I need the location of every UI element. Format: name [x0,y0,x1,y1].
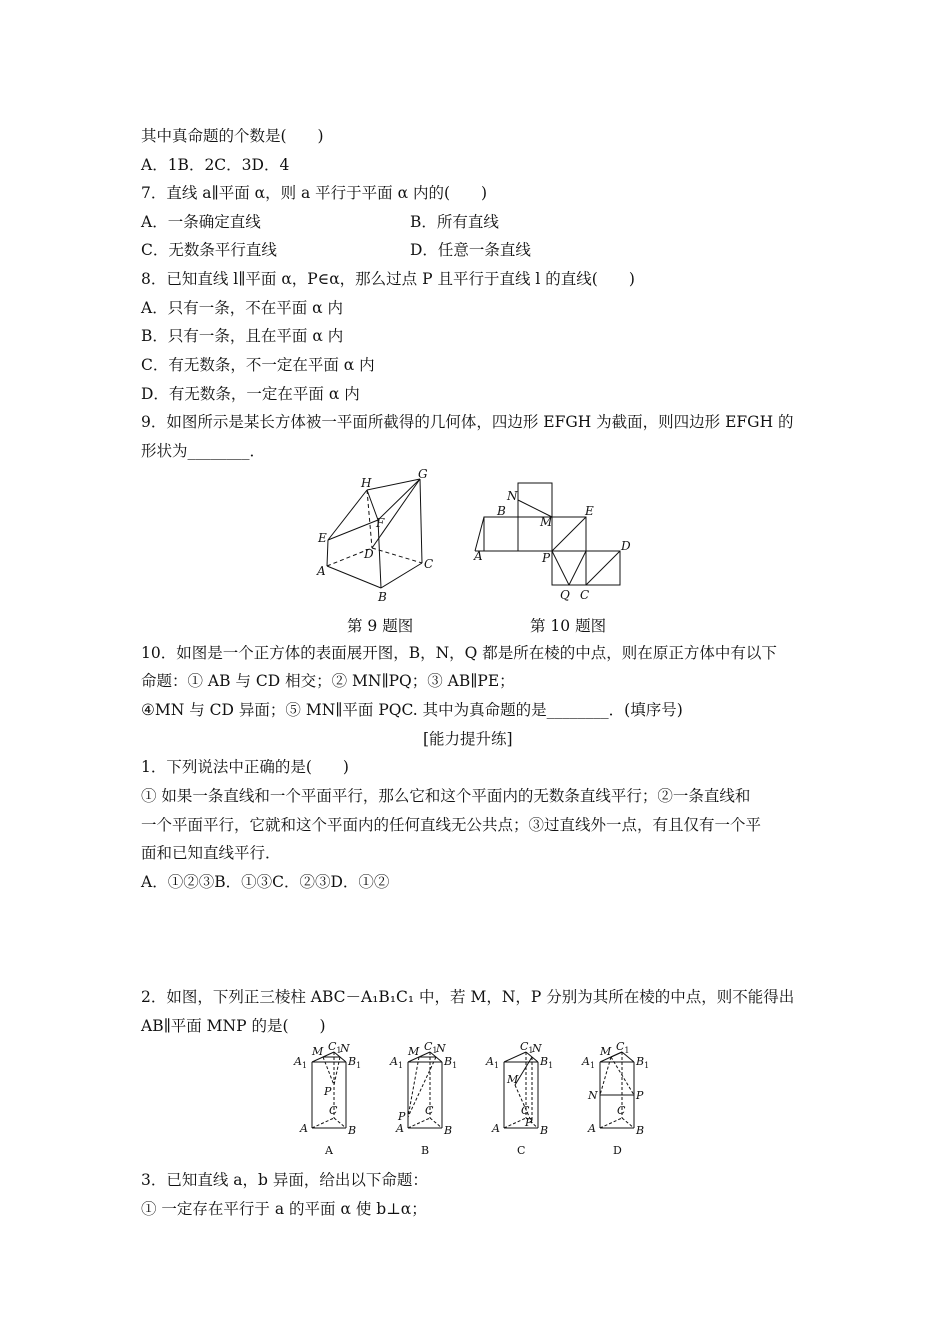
label-P: P [636,1089,644,1102]
problem-1-options: A．①②③B．①③C．②③D．①② [141,873,390,891]
label-C: C [521,1104,530,1117]
label-D: D [621,539,631,553]
label-C1: $C_1$ [328,1040,342,1055]
label-M: M [408,1045,420,1058]
label-E: E [318,531,327,545]
label-B: B [378,590,387,603]
question-10-line1: 10．如图是一个正方体的表面展开图，B，N，Q 都是所在棱的中点，则在原正方体中有以下 [141,644,777,662]
label-N: N [340,1042,350,1055]
prism-caption-b: B [421,1144,430,1157]
label-B1: $B_1$ [636,1055,650,1070]
label-Q: Q [560,588,570,602]
prism-caption-d: D [613,1144,622,1157]
caption-fig9: 第 9 题图 [347,617,414,635]
text-line: 其中真命题的个数是( ) [141,127,324,145]
label-A1: $A_1$ [390,1055,404,1070]
problem-1-text3: 面和已知直线平行． [141,844,281,862]
prism-caption-c: C [517,1144,526,1157]
label-P: P [324,1085,332,1098]
problem-1: 1．下列说法中正确的是( ) [141,758,349,776]
problem-1-text1: ① 如果一条直线和一个平面平行，那么它和这个平面内的无数条直线平行；②一条直线和 [141,787,751,805]
label-B: B [444,1124,453,1137]
problem-3: 3．已知直线 a，b 异面，给出以下命题： [141,1171,428,1189]
label-M: M [540,515,553,529]
label-C: C [425,1104,434,1117]
label-C1: $C_1$ [616,1040,630,1055]
label-A1: $A_1$ [582,1055,596,1070]
question-7: 7．直线 a∥平面 α，则 a 平行于平面 α 内的( ) [141,184,488,202]
problem-2-line1: 2．如图，下列正三棱柱 ABC－A₁B₁C₁ 中，若 M，N，P 分别为其所在棱的中点，则不能得出 [141,988,795,1006]
label-A1: $A_1$ [486,1055,500,1070]
label-B: B [636,1124,645,1137]
label-C1: $C_1$ [520,1040,534,1055]
q7-option-a: A．一条确定直线 [141,213,261,231]
q7-option-d: D．任意一条直线 [410,241,531,259]
label-C: C [580,588,590,602]
prism-a [293,1040,361,1137]
q7-option-c: C．无数条平行直线 [141,241,277,259]
problem-1-text2: 一个平面平行，它就和这个平面内的任何直线无公共点；③过直线外一点，有且仅有一个平 [141,816,762,834]
label-A: A [492,1122,500,1135]
label-A1: $A_1$ [294,1055,308,1070]
label-C: C [424,557,434,571]
label-B: B [540,1124,549,1137]
label-A: A [396,1122,404,1135]
label-P: P [542,551,551,565]
label-B1: $B_1$ [540,1055,554,1070]
label-M: M [600,1045,612,1058]
label-N: N [588,1089,598,1102]
options-line: A．1B．2C．3D．4 [141,156,290,174]
question-9-line2: 形状为________． [141,442,266,460]
caption-fig10: 第 10 题图 [530,617,607,635]
label-B1: $B_1$ [348,1055,362,1070]
q8-option-c: C．有无数条，不一定在平面 α 内 [141,356,375,374]
label-H: H [361,476,372,490]
label-C: C [329,1104,338,1117]
question-10-line3: ④MN 与 CD 异面；⑤ MN∥平面 PQC. 其中为真命题的是________．(填序号) [141,701,683,719]
prism-d [581,1040,649,1137]
q8-option-b: B．只有一条，且在平面 α 内 [141,327,344,345]
q7-option-b: B．所有直线 [410,213,499,231]
label-M: M [312,1045,324,1058]
label-B1: $B_1$ [444,1055,458,1070]
label-N: N [436,1042,446,1055]
label-P: P [398,1110,406,1123]
question-9-line1: 9．如图所示是某长方体被一平面所截得的几何体，四边形 EFGH 为截面，则四边形 EFGH 的 [141,413,794,431]
section-title: [能力提升练] [423,730,513,748]
edge [367,479,420,490]
label-M: M [507,1073,519,1086]
q8-option-a: A．只有一条，不在平面 α 内 [141,299,344,317]
q8-option-d: D．有无数条，一定在平面 α 内 [141,385,360,403]
figure-10 [470,478,640,603]
label-A: A [474,549,483,563]
label-E: E [585,504,594,518]
problem-2-line2: AB∥平面 MNP 的是( ) [141,1017,326,1035]
prism-b [389,1040,457,1137]
label-N: N [507,489,518,503]
figure-9 [310,468,440,603]
problem-3-item1: ① 一定存在平行于 a 的平面 α 使 b⊥α； [141,1200,427,1218]
label-P: P [525,1116,533,1129]
label-A: A [300,1122,308,1135]
prism-c [485,1040,553,1137]
label-N: N [532,1042,542,1055]
question-10-line2: 命题：① AB 与 CD 相交；② MN∥PQ；③ AB∥PE； [141,672,515,690]
label-F: F [376,516,385,530]
label-A: A [588,1122,596,1135]
label-B: B [497,504,506,518]
label-C1: $C_1$ [424,1040,438,1055]
label-D: D [364,547,374,561]
label-C: C [617,1104,626,1117]
label-G: G [418,468,428,481]
prism-figures [290,1040,670,1160]
label-A: A [317,564,326,578]
question-8: 8．已知直线 l∥平面 α，P∈α，那么过点 P 且平行于直线 l 的直线( ) [141,270,635,288]
prism-caption-a: A [325,1144,333,1157]
label-B: B [348,1124,357,1137]
